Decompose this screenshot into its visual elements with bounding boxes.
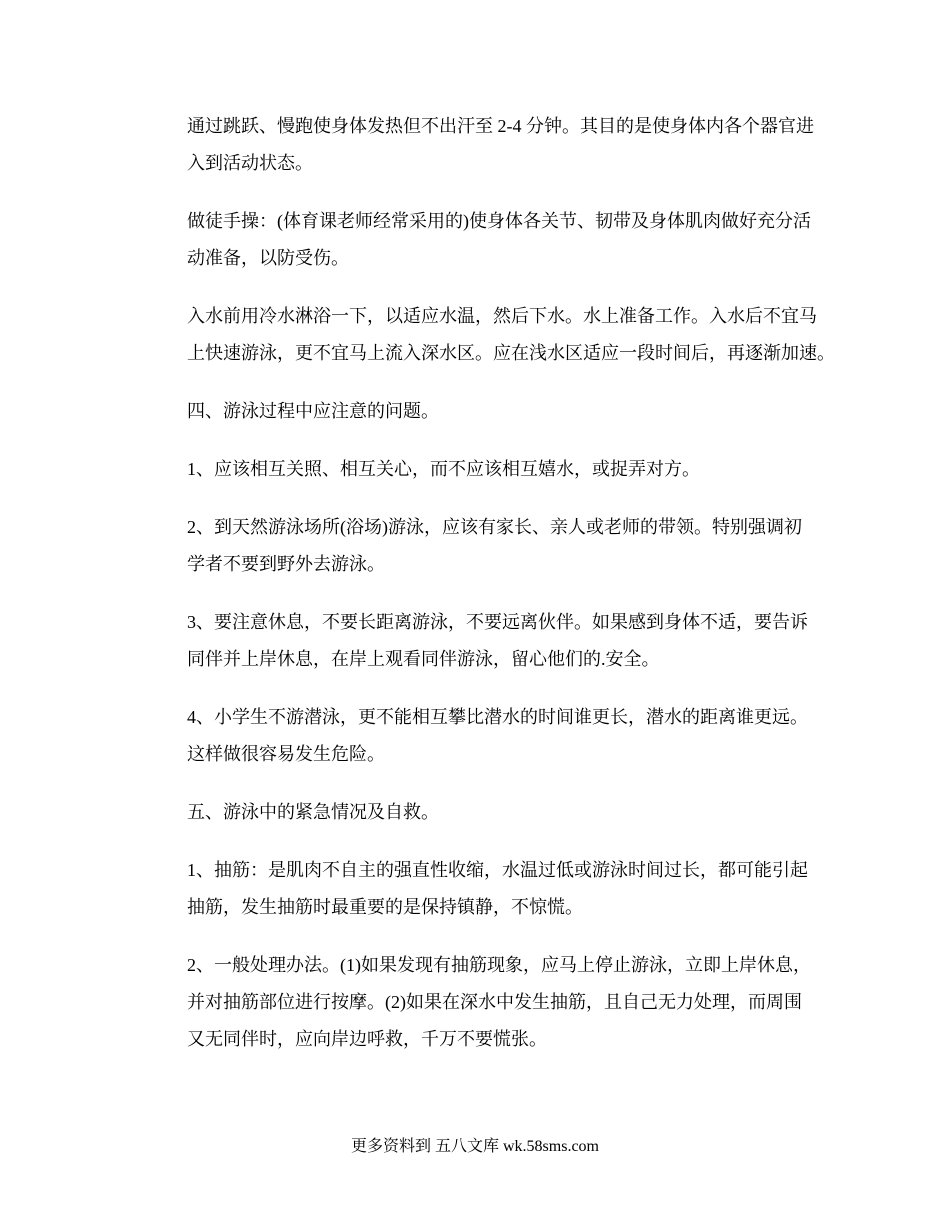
text-line: 同伴并上岸休息，在岸上观看同伴游泳，留心他们的.安全。	[187, 649, 660, 669]
section-heading-5	[187, 794, 867, 831]
list-item-5-2	[187, 947, 867, 1058]
list-item-4-3	[187, 604, 867, 678]
page-footer: 更多资料到 五八文库 wk.58sms.com	[350, 1138, 599, 1155]
text-line: 做徒手操：(体育课老师经常采用的)使身体各关节、韧带及身体肌肉做好充分活	[187, 211, 811, 231]
text-line: 抽筋，发生抽筋时最重要的是保持镇静，不惊慌。	[187, 897, 583, 917]
paragraph-warmup-jogging	[187, 108, 867, 182]
text-line: 这样做很容易发生危险。	[187, 744, 385, 764]
text-line: 四、游泳过程中应注意的问题。	[187, 401, 439, 421]
text-line: 1、应该相互关照、相互关心，而不应该相互嬉水，或捉弄对方。	[187, 459, 700, 479]
document-body	[187, 108, 867, 1079]
list-item-4-1	[187, 451, 867, 488]
text-line: 2、一般处理办法。(1)如果发现有抽筋现象，应马上停止游泳，立即上岸休息，	[187, 955, 811, 975]
list-item-5-1	[187, 852, 867, 926]
section-heading-4	[187, 393, 867, 430]
text-line: 入水前用冷水淋浴一下，以适应水温，然后下水。水上准备工作。入水后不宜马	[187, 306, 817, 326]
text-line: 学者不要到野外去游泳。	[187, 554, 385, 574]
list-item-4-4	[187, 699, 867, 773]
text-line: 入到活动状态。	[187, 153, 313, 173]
text-line: 1、抽筋：是肌肉不自主的强直性收缩，水温过低或游泳时间过长，都可能引起	[187, 860, 808, 880]
text-line: 五、游泳中的紧急情况及自救。	[187, 802, 439, 822]
text-line: 4、小学生不游潜泳，更不能相互攀比潜水的时间谁更长，潜水的距离谁更远。	[187, 707, 808, 727]
text-line: 通过跳跃、慢跑使身体发热但不出汗至 2-4 分钟。其目的是使身体内各个器官进	[187, 116, 814, 136]
text-line: 并对抽筋部位进行按摩。(2)如果在深水中发生抽筋，且自己无力处理，而周围	[187, 992, 802, 1012]
text-line: 2、到天然游泳场所(浴场)游泳，应该有家长、亲人或老师的带领。特别强调初	[187, 517, 802, 537]
text-line: 上快速游泳，更不宜马上流入深水区。应在浅水区适应一段时间后，再逐渐加速。	[187, 343, 835, 363]
paragraph-warmup-exercises	[187, 203, 867, 277]
paragraph-entering-water	[187, 298, 867, 372]
text-line: 又无同伴时，应向岸边呼救，千万不要慌张。	[187, 1029, 547, 1049]
list-item-4-2	[187, 509, 867, 583]
text-line: 3、要注意休息，不要长距离游泳，不要远离伙伴。如果感到身体不适，要告诉	[187, 612, 808, 632]
text-line: 动准备，以防受伤。	[187, 248, 349, 268]
